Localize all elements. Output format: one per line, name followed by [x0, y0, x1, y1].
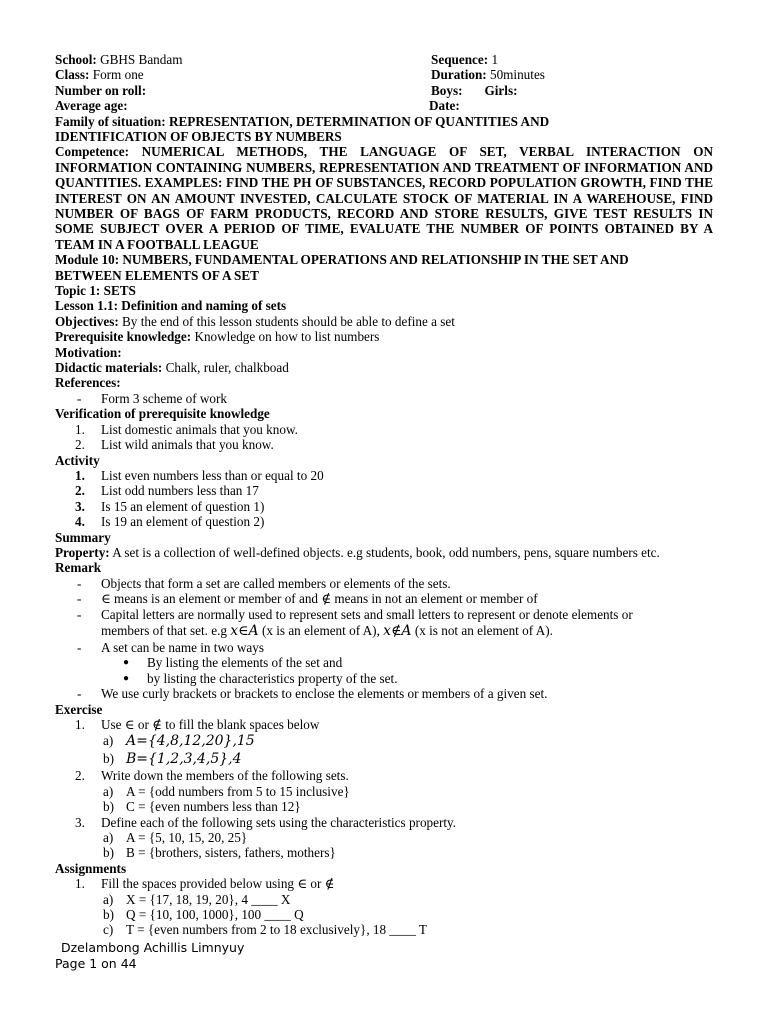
list-item: 3. Is 15 an element of question 1)	[75, 498, 265, 514]
list-item: 1. List even numbers less than or equal to 20	[75, 467, 324, 483]
list-item: 2. List wild animals that you know.	[75, 437, 274, 453]
header-row-school	[55, 52, 713, 67]
bullet-item: ● By listing the elements of the set and	[123, 655, 343, 671]
summary-heading: Summary	[55, 529, 111, 545]
header-row-roll	[55, 83, 713, 98]
sub-item: a) X = {17, 18, 19, 20}, 4 ____ X	[103, 891, 291, 907]
roll-field: Number on roll:	[55, 82, 147, 98]
boys-girls-field: Boys: Girls:	[431, 82, 518, 98]
list-item: - A set can be name in two ways	[77, 639, 264, 655]
header-row-class	[55, 67, 713, 82]
list-item: 2. Write down the members of the following sets.	[75, 768, 349, 784]
topic-title: Topic 1: SETS	[55, 283, 136, 299]
math-expression: x∉A	[383, 622, 412, 639]
sub-item: b) B = {brothers, sisters, fathers, mothers}	[103, 845, 336, 861]
module-title: Module 10: NUMBERS, FUNDAMENTAL OPERATIONS AND RELATIONSHIP IN THE SET AND	[55, 252, 629, 268]
list-item: 1. Use ∈ or ∉ to fill the blank spaces below	[75, 717, 320, 732]
remark-heading: Remark	[55, 560, 102, 576]
property-definition: Property: A set is a collection of well-defined objects. e.g students, book, odd numbers, pens, square numbers etc.	[55, 544, 660, 560]
verification-heading: Verification of prerequisite knowledge	[55, 406, 270, 422]
math-expression: x∈A	[230, 622, 259, 639]
page-footer	[55, 940, 245, 972]
age-field: Average age:	[55, 98, 128, 114]
didactic-materials: Didactic materials: Chalk, ruler, chalkboad	[55, 360, 289, 376]
competence: Competence: NUMERICAL METHODS, THE LANGUAGE OF SET, VERBAL INTERACTION ON INFORMATION CONTAINING NUMBERS, REPRESENTATION AND TREATMENT OF INFORMATION AND QUANTITIES. EXAMPLES: FIND THE PH OF SUBSTANCES, RECORD POPULATION GROWTH, FIND THE INTEREST ON AN AMOUNT INVESTED, CALCULATE STOCK OF MATERIAL IN A WAREHOUSE, FIND NUMBER OF BAGS OF FARM PRODUCTS, RECORD AND STORE RESULTS, GIVE TEST RESULTS IN SOME SUBJECT OVER A PERIOD OF TIME, EVALUATE THE NUMBER OF POINTS OBTAINED BY A TEAM IN A FOOTBALL LEAGUE	[55, 144, 714, 252]
list-item: 4. Is 19 an element of question 2)	[75, 514, 265, 530]
list-item: - ∈ means is an element or member of and ∉ means in not an element or member of	[77, 591, 538, 607]
math-expression: A={4,8,12,20},15	[126, 733, 255, 750]
lesson-title: Lesson 1.1: Definition and naming of sets	[55, 298, 287, 314]
lesson-plan	[55, 52, 713, 938]
author-name: Dzelambong Achillis Limnyuy	[61, 940, 245, 955]
objectives: Objectives: By the end of this lesson students should be able to define a set	[55, 313, 455, 329]
sub-item: a) A = {5, 10, 15, 20, 25}	[103, 830, 248, 846]
date-field: Date:	[429, 98, 460, 114]
sub-item: a) A = {odd numbers from 5 to 15 inclusive}	[103, 783, 350, 799]
bullet-item: ● by listing the characteristics property of the set.	[123, 670, 398, 686]
exercise-heading: Exercise	[55, 701, 103, 717]
school-field: School: GBHS Bandam	[55, 52, 183, 67]
sequence-field: Sequence: 1	[431, 52, 499, 67]
list-item: - We use curly brackets or brackets to enclose the elements or members of a given set.	[77, 686, 548, 702]
list-item: 2. List odd numbers less than 17	[75, 483, 259, 499]
list-item: - Form 3 scheme of work	[77, 390, 227, 406]
prerequisite-knowledge: Prerequisite knowledge: Knowledge on how to list numbers	[55, 329, 380, 345]
sub-item: c) T = {even numbers from 2 to 18 exclusively}, 18 ____ T	[103, 922, 427, 938]
page-number: Page 1 on 44	[55, 956, 137, 971]
family-of-situation: Family of situation: REPRESENTATION, DETERMINATION OF QUANTITIES AND	[55, 113, 550, 129]
class-field: Class: Form one	[55, 67, 144, 83]
sub-item: b) Q = {10, 100, 1000}, 100 ____ Q	[103, 907, 304, 923]
math-expression: B={1,2,3,4,5},4	[126, 751, 242, 768]
sub-item: b) B={1,2,3,4,5},4	[103, 751, 242, 768]
assignments-heading: Assignments	[55, 860, 127, 876]
activity-heading: Activity	[55, 452, 100, 468]
motivation: Motivation:	[55, 344, 122, 360]
header-row-age	[55, 98, 713, 113]
list-item: 1. Fill the spaces provided below using ∈ or ∉	[75, 876, 335, 892]
family-of-situation-cont: IDENTIFICATION OF OBJECTS BY NUMBERS	[55, 128, 342, 144]
list-item: 1. List domestic animals that you know.	[75, 421, 298, 437]
sub-item: b) C = {even numbers less than 12}	[103, 799, 301, 815]
module-title-cont: BETWEEN ELEMENTS OF A SET	[55, 267, 259, 283]
list-item: - Capital letters are normally used to represent sets and small letters to represent or denote elements or members of that set. e.g x∈A (x is an element of A), x∉A (x is not an element of A).	[77, 606, 633, 639]
references-heading: References:	[55, 375, 121, 391]
list-item: - Objects that form a set are called members or elements of the sets.	[77, 575, 451, 591]
list-item: 3. Define each of the following sets using the characteristics property.	[75, 814, 457, 830]
sub-item: a) A={4,8,12,20},15	[103, 733, 255, 750]
duration-field: Duration: 50minutes	[431, 67, 545, 83]
